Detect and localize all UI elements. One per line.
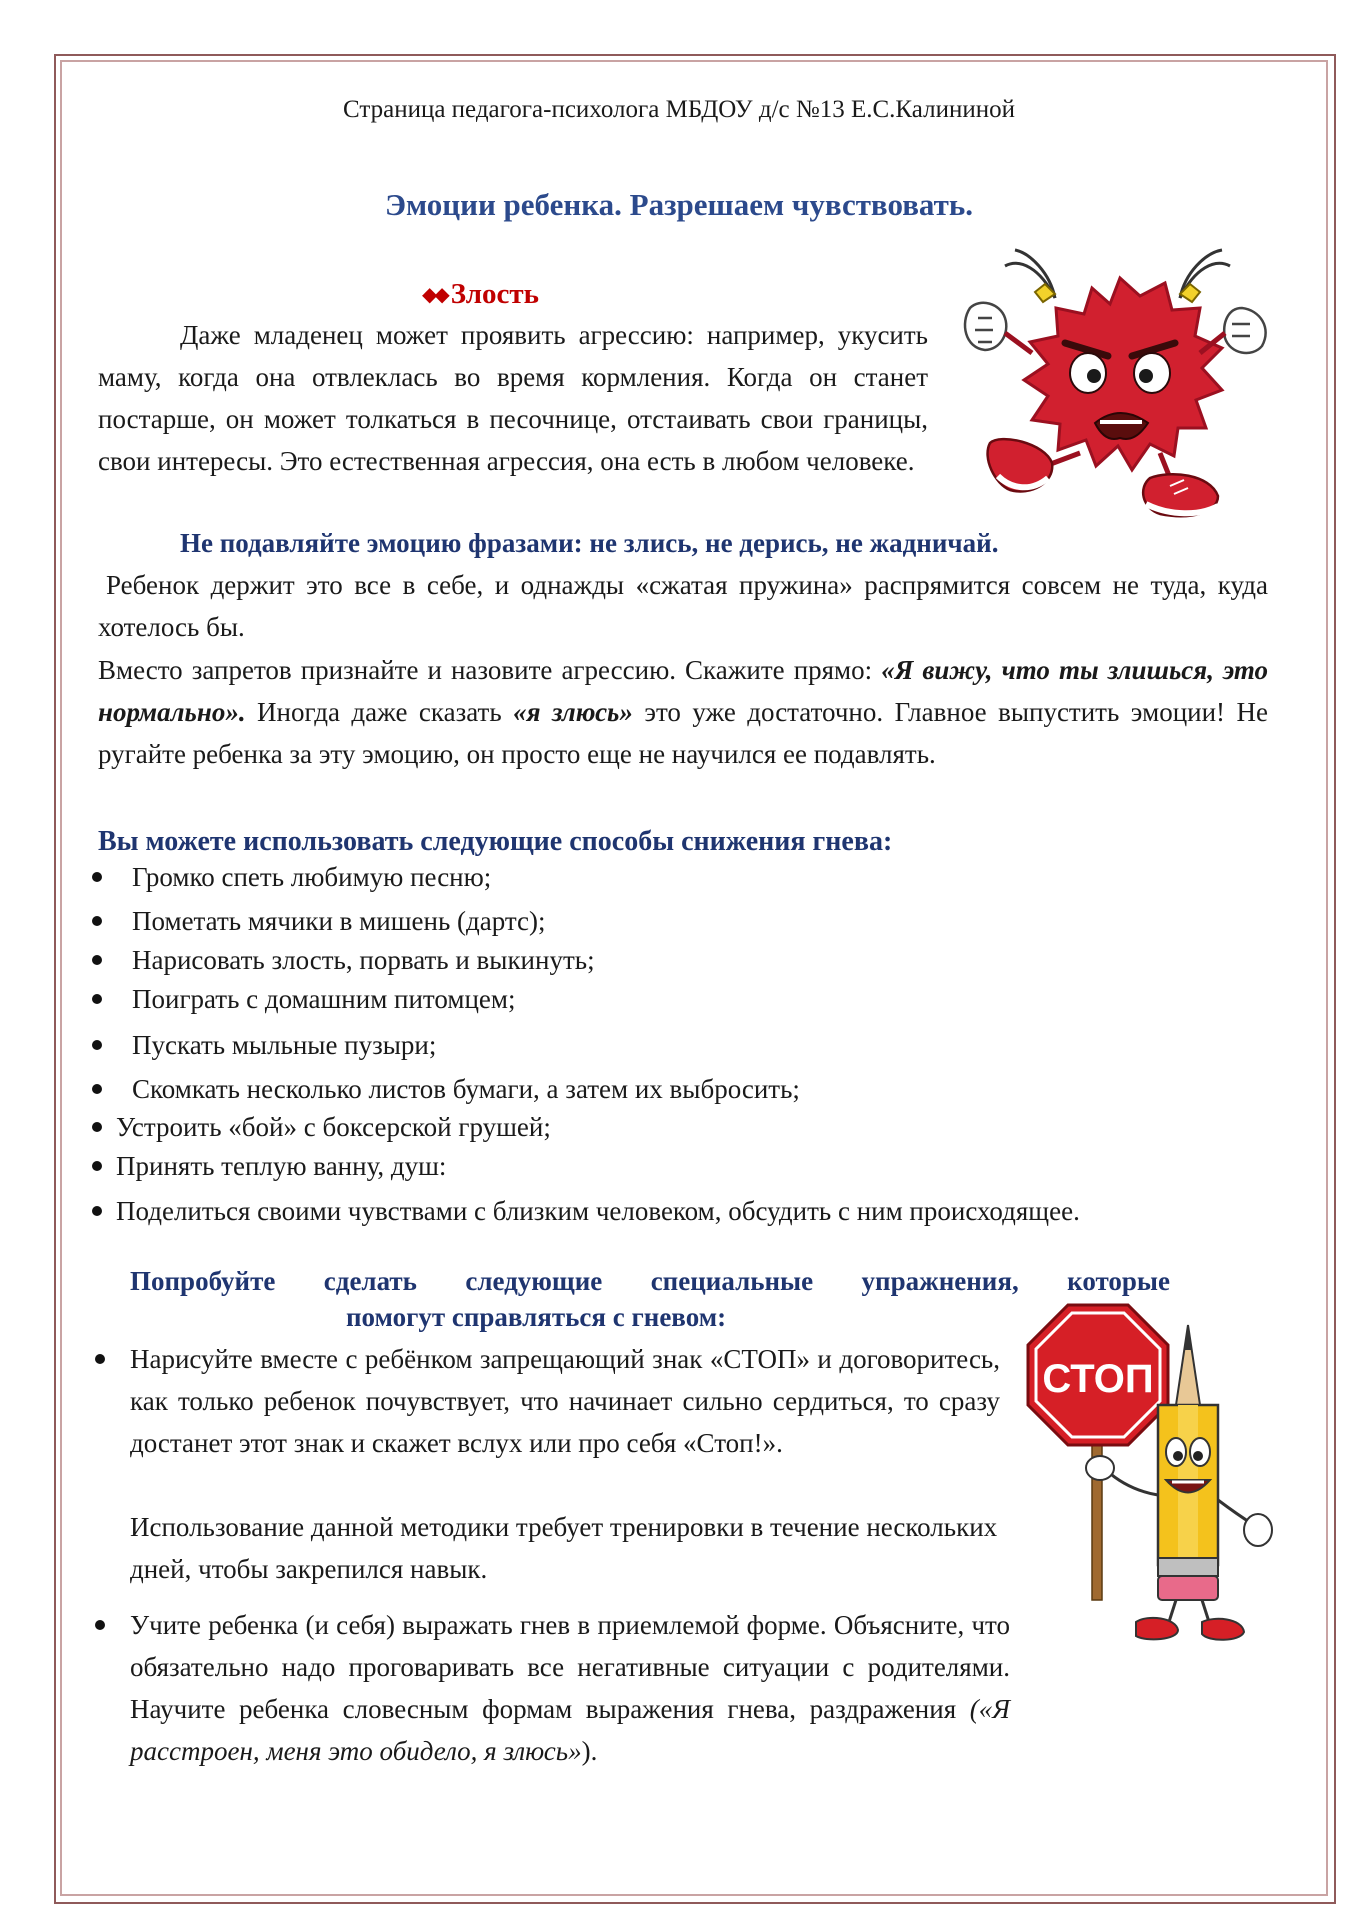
- advice-lead: Вместо запретов признайте и назовите агрессию. Скажите прямо:: [98, 655, 882, 685]
- diamond-icon: ◆◆: [422, 284, 447, 306]
- exercises-heading-line-1: Попробуйте сделать следующие специальные упражнения, которые: [130, 1266, 1170, 1296]
- advice-tail: это уже достаточно. Главное выпустить эмоции! Не ругайте ребенка за эту эмоцию, он просто еще не научился ее подавлять.: [98, 697, 1268, 769]
- methods-heading: Вы можете использовать следующие способы снижения гнева:: [98, 826, 893, 857]
- list-item: [92, 862, 491, 893]
- list-item: [92, 984, 515, 1015]
- list-item-text: Поиграть с домашним питомцем;: [132, 984, 516, 1014]
- bullet-icon: [92, 955, 102, 965]
- list-item: [92, 906, 545, 937]
- bullet-icon: [92, 1122, 102, 1132]
- exercises-heading-line-2: помогут справляться с гневом:: [346, 1302, 727, 1332]
- list-item: [92, 1151, 446, 1182]
- exercise-2-body: Учите ребенка (и себя) выражать гнев в приемлемой форме. Объясните, что обязательно надо проговаривать все негативные ситуации с родителями. Научите ребенка словесным формам выражения гнева, раздражения: [130, 1610, 1010, 1724]
- bullet-icon: [92, 1206, 102, 1216]
- bullet-icon: [92, 1084, 102, 1094]
- advice-mid: Иногда даже сказать: [245, 697, 514, 727]
- exercise-1-note: Использование данной методики требует тренировки в течение нескольких дней, чтобы закрепился навык.: [130, 1512, 998, 1584]
- page-header: Страница педагога-психолога МБДОУ д/с №13 Е.С.Калининой: [343, 96, 1015, 123]
- exercise-2-end: ).: [581, 1736, 598, 1766]
- section-name: Злость: [450, 278, 539, 310]
- methods-list: [92, 0, 1282, 1226]
- list-item: [92, 945, 595, 976]
- bullet-icon: [92, 994, 102, 1004]
- bullet-icon: [92, 1040, 102, 1050]
- list-item: [92, 1196, 1080, 1227]
- list-item-text: Пометать мячики в мишень (дартс);: [132, 906, 546, 936]
- list-item: [92, 1112, 551, 1143]
- stop-sign-text: СТОП: [1042, 1357, 1154, 1401]
- list-item: [92, 1074, 800, 1105]
- exercise-2-quote: («Я расстроен, меня это обидело, я злюсь»: [130, 1694, 1010, 1766]
- list-item-text: Пускать мыльные пузыри;: [132, 1030, 437, 1060]
- exercise-1-text: Нарисуйте вместе с ребёнком запрещающий знак «СТОП» и договоритесь, как только ребенок почувствует, что начинает сильно сердиться, то сразу достанет этот знак и скажет вслух или про себя «Стоп!».: [130, 1344, 1000, 1458]
- bullet-icon: [95, 1604, 105, 1646]
- bullet-icon: [92, 872, 102, 882]
- advice-quote-1: «Я вижу, что ты злишься, это нормально».: [98, 655, 1268, 727]
- advice-quote-2: «я злюсь»: [513, 697, 633, 727]
- list-item: [92, 1030, 436, 1061]
- bullet-icon: [92, 916, 102, 926]
- list-item-text: Скомкать несколько листов бумаги, а затем их выбросить;: [132, 1074, 800, 1104]
- list-item-text: Громко спеть любимую песню;: [132, 862, 492, 892]
- list-item-text: Поделиться своими чувствами с близким человеком, обсудить с ним происходящее.: [116, 1196, 1080, 1226]
- warning-heading: Не подавляйте эмоцию фразами: не злись, не дерись, не жадничай.: [180, 528, 999, 558]
- stop-pencil-illustration: [1018, 1300, 1280, 1650]
- list-item-text: Устроить «бой» с боксерской грушей;: [116, 1112, 551, 1142]
- list-item-text: Нарисовать злость, порвать и выкинуть;: [132, 945, 595, 975]
- warning-body: Ребенок держит это все в себе, и однажды «сжатая пружина» распрямится совсем не туда, куда хотелось бы.: [98, 570, 1268, 642]
- bullet-icon: [95, 1338, 105, 1380]
- bullet-icon: [92, 1161, 102, 1171]
- page-title: Эмоции ребенка. Разрешаем чувствовать.: [384, 187, 974, 222]
- intro-text: Даже младенец может проявить агрессию: например, укусить маму, когда она отвлеклась во время кормления. Когда он станет постарше, он может толкаться в песочнице, отстаивать свои границы, свои интересы. Это естественная агрессия, она есть в любом человеке.: [98, 320, 928, 476]
- exercise-2-paragraph: [130, 1604, 1010, 1772]
- list-item-text: Принять теплую ванну, душ:: [116, 1151, 447, 1181]
